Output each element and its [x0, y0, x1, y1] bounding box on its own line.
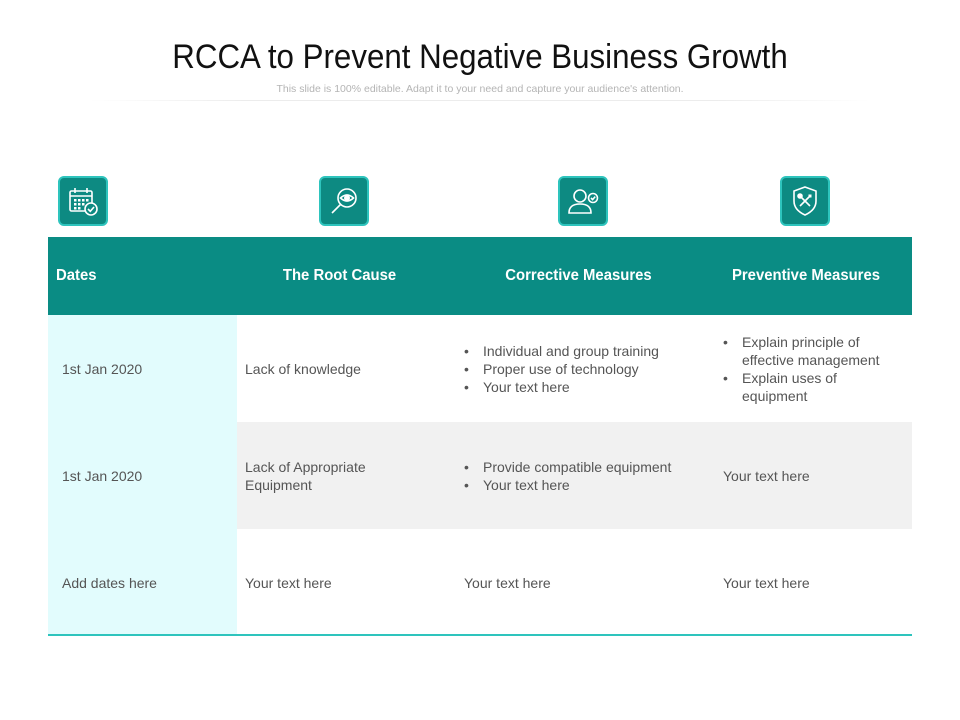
list-item: • Your text here: [464, 476, 671, 494]
shield-tools-icon: [780, 176, 830, 226]
corrective-list: [464, 458, 671, 494]
page-subtitle: This slide is 100% editable. Adapt it to your need and capture your audience's attention.: [276, 83, 684, 95]
list-item: • Individual and group training: [464, 342, 659, 360]
list-item: • Explain principle of effective management: [723, 333, 903, 369]
list-item: • Provide compatible equipment: [464, 458, 671, 476]
table-bottom-border: [48, 634, 912, 636]
header-root-cause: The Root Cause: [282, 267, 397, 284]
root-cause-cell: Lack of Appropriate Equipment: [245, 458, 366, 493]
date-cell: 1st Jan 2020: [62, 467, 143, 484]
preventive-cell: [723, 315, 903, 422]
corrective-cell: [464, 422, 704, 529]
list-item: • Your text here: [464, 378, 659, 396]
list-item: • Proper use of technology: [464, 360, 659, 378]
magnifier-eye-icon: [319, 176, 369, 226]
table-header: [48, 237, 912, 315]
header-preventive-measures: Preventive Measures: [731, 267, 881, 284]
header-dates: Dates: [56, 267, 97, 284]
root-cause-cell: Lack of knowledge: [245, 360, 361, 377]
preventive-cell: Your text here: [723, 467, 810, 484]
table-row: [48, 529, 912, 636]
date-cell: Add dates here: [62, 574, 157, 591]
preventive-list: [723, 333, 903, 405]
user-check-icon: [558, 176, 608, 226]
corrective-list: [464, 342, 659, 396]
subtitle-divider: [90, 100, 870, 101]
corrective-cell: [464, 315, 704, 422]
corrective-cell: Your text here: [464, 574, 551, 591]
table-row: [48, 422, 912, 529]
calendar-check-icon: [58, 176, 108, 226]
header-corrective-measures: Corrective Measures: [505, 267, 652, 284]
date-cell: 1st Jan 2020: [62, 360, 143, 377]
preventive-cell: Your text here: [723, 574, 810, 591]
list-item: • Explain uses of equipment: [723, 369, 903, 405]
root-cause-cell: Your text here: [245, 574, 332, 591]
table-row: [48, 315, 912, 422]
page-title: RCCA to Prevent Negative Business Growth: [172, 38, 788, 76]
